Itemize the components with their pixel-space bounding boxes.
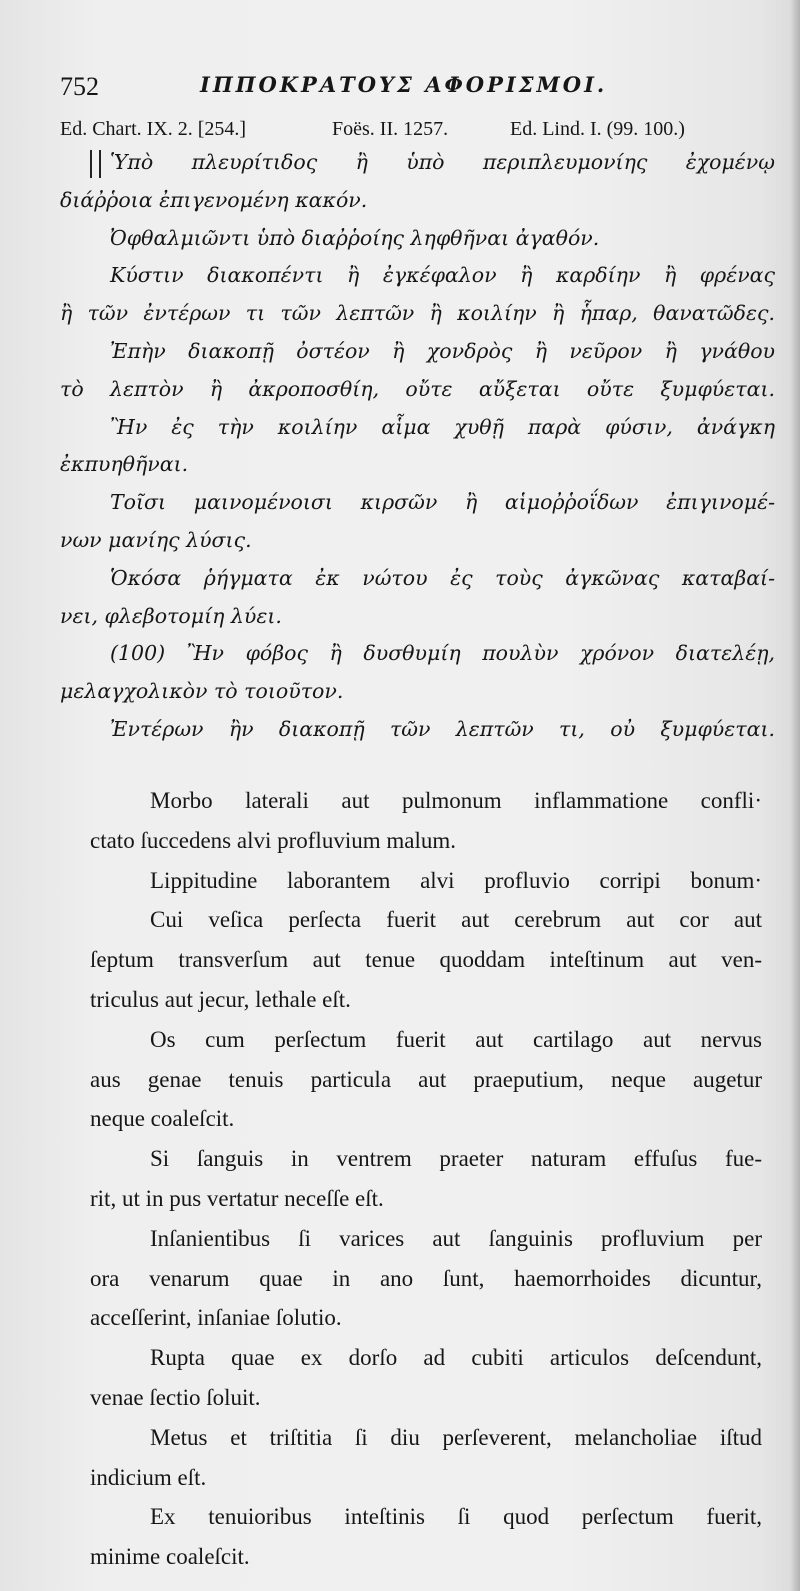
latin-line: indicium eſt. — [90, 1464, 207, 1490]
greek-line: Ὑπὸ πλευρίτιδος ἢ ὑπὸ περιπλευμονίης ἐχομένῳ — [60, 144, 775, 182]
greek-line: Ἐντέρων ἢν διακοπῇ τῶν λεπτῶν τι, οὐ ξυμφύεται. — [110, 716, 775, 741]
latin-line: rit, ut in pus vertatur neceſſe eſt. — [90, 1185, 384, 1211]
greek-line: νει, φλεβοτομίη λύει. — [60, 603, 282, 628]
latin-line: Morbo laterali aut pulmonum inflammatione confli· — [150, 788, 762, 813]
greek-line: Ἐπὴν διακοπῇ ὀστέον ἢ χονδρὸς ἢ νεῦρον ἢ γνάθου — [110, 338, 775, 363]
greek-line: Ὁκόσα ῥήγματα ἐκ νώτου ἐς τοὺς ἀγκῶνας καταβαί- — [110, 565, 775, 590]
page-number: 752 — [60, 72, 99, 101]
latin-translation — [90, 781, 762, 1577]
latin-line: Ex tenuioribus inteſtinis ſi quod perſectum fuerit, — [150, 1504, 762, 1530]
latin-line: neque coaleſcit. — [90, 1106, 235, 1132]
greek-line: μελαγχολικὸν τὸ τοιοῦτον. — [60, 679, 344, 704]
greek-line: Κύστιν διακοπέντι ἢ ἐγκέφαλον ἢ καρδίην ἢ φρένας — [110, 263, 775, 288]
edition-foes: Foës. II. 1257. — [332, 118, 449, 140]
latin-line: Os cum perſectum fuerit aut cartilago aut nervus — [150, 1026, 762, 1052]
greek-line: διάῤῥοια ἐπιγενομένη κακόν. — [60, 187, 368, 212]
latin-line: Rupta quae ex dorſo ad cubiti articulos deſcendunt, — [150, 1345, 762, 1371]
page-edge-shadow — [790, 0, 800, 1591]
edition-chart: Ed. Chart. IX. 2. [254.] — [60, 118, 247, 140]
greek-text — [60, 144, 775, 749]
greek-line: Ὀφθαλμιῶντι ὑπὸ διαῤῥοίης ληφθῆναι ἀγαθόν. — [110, 225, 600, 250]
latin-line: Si ſanguis in ventrem praeter naturam effuſus fue- — [150, 1146, 762, 1172]
latin-line: Cui veſica perſecta fuerit aut cerebrum aut cor aut — [150, 907, 762, 933]
latin-line: triculus aut jecur, lethale eſt. — [90, 986, 351, 1012]
greek-line: Τοῖσι μαινομένοισι κιρσῶν ἢ αἱμοῤῥοΐδων ἐπιγινομέ- — [110, 490, 775, 515]
latin-line: acceſſerint, inſaniae ſolutio. — [90, 1305, 342, 1331]
latin-line: venae ſectio ſoluit. — [90, 1384, 261, 1410]
latin-line: ora venarum quae in ano ſunt, haemorrhoides dicuntur, — [90, 1265, 762, 1291]
latin-line: ſeptum transverſum aut tenue quoddam inteſtinum aut ven- — [90, 947, 762, 973]
marginal-bar — [90, 150, 101, 178]
running-title: ΙΠΠΟΚΡΑΤΟΥΣ ΑΦΟΡΙΣΜΟΙ. — [200, 72, 608, 97]
greek-line: ἢ τῶν ἐντέρων τι τῶν λεπτῶν ἢ κοιλίην ἢ ἧπαρ, θανατῶδες. — [60, 301, 775, 326]
greek-line: Ἢν ἐς τὴν κοιλίην αἷμα χυθῇ παρὰ φύσιν, ἀνάγκη — [110, 414, 775, 439]
latin-line: Inſanientibus ſi varices aut ſanguinis profluvium per — [150, 1225, 762, 1251]
greek-line: τὸ λεπτὸν ἢ ἀκροποσθίη, οὔτε αὔξεται οὔτε ξυμφύεται. — [60, 376, 775, 401]
greek-line: νων μανίης λύσις. — [60, 527, 252, 552]
page-header — [60, 66, 760, 100]
edition-lind: Ed. Lind. I. (99. 100.) — [510, 118, 685, 140]
latin-line: minime coaleſcit. — [90, 1544, 250, 1570]
latin-line: aus genae tenuis particula aut praeputium, neque augetur — [90, 1066, 762, 1092]
latin-line: Lippitudine laborantem alvi profluvio corripi bonum· — [150, 867, 762, 893]
latin-line: Metus et triſtitia ſi diu perſeverent, melancholiae iſtud — [150, 1424, 762, 1450]
greek-line: ἐκπυηθῆναι. — [60, 452, 189, 477]
latin-line: ctato ſuccedens alvi profluvium malum. — [90, 827, 456, 853]
greek-line: (100) Ἢν φόβος ἢ δυσθυμίη πουλὺν χρόνον διατελέῃ, — [110, 641, 775, 666]
